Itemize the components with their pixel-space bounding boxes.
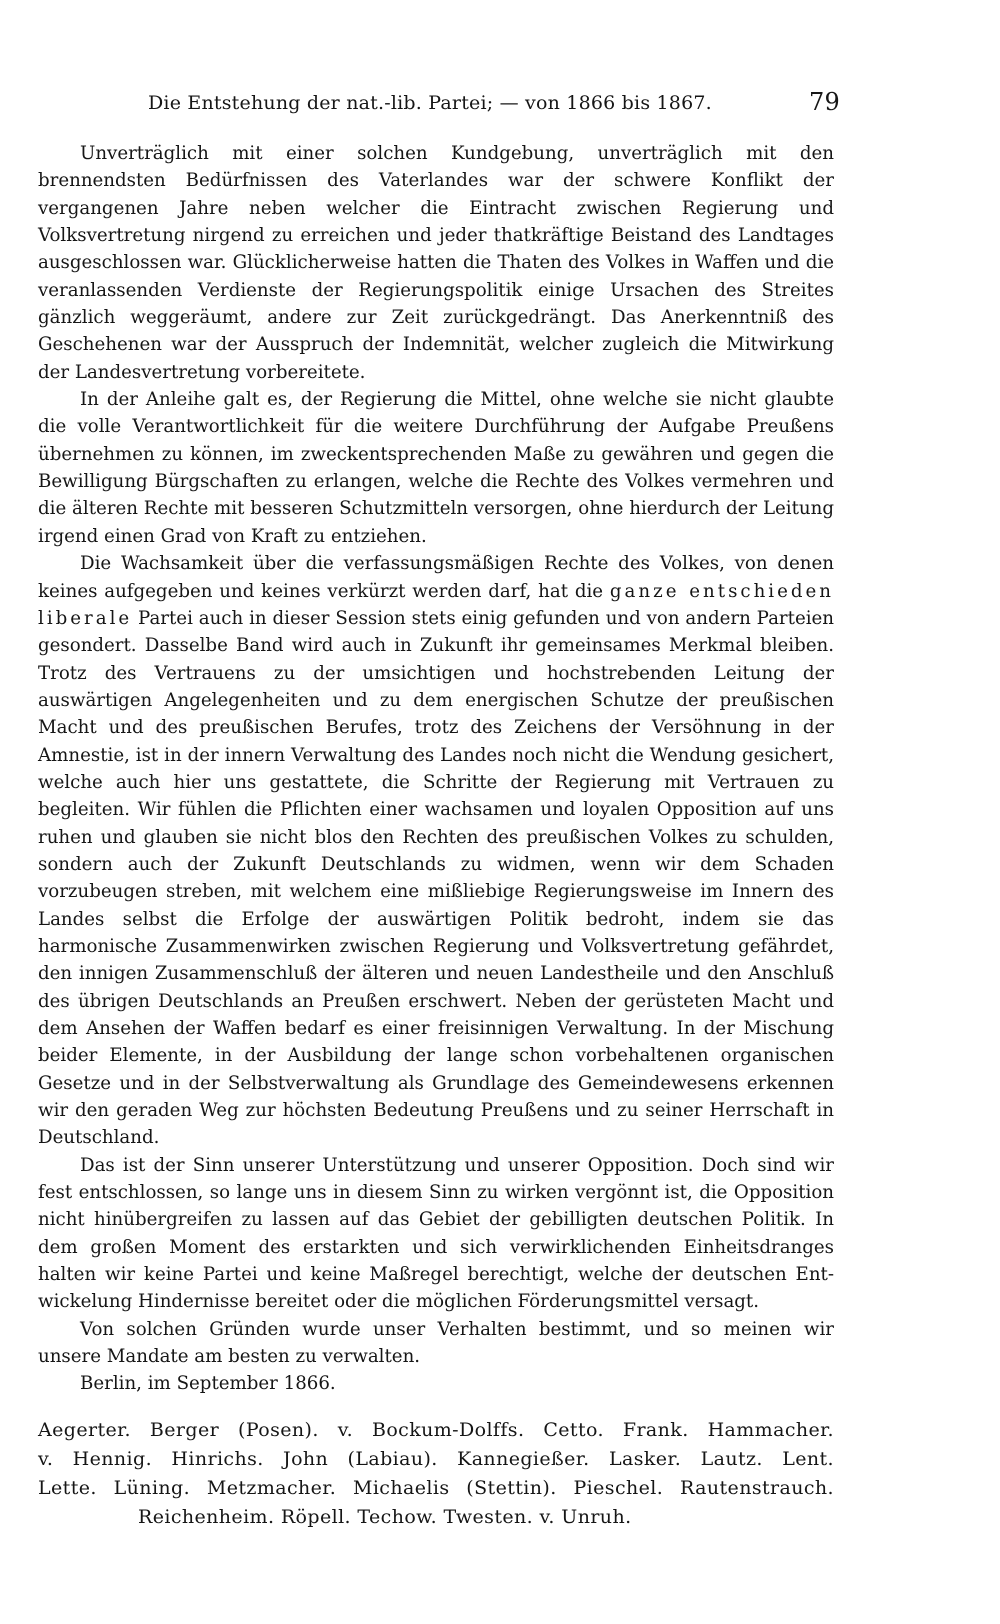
paragraph-2: In der Anleihe galt es, der Regierung die Mittel, ohne welche sie nicht glaubte die volle Verantwortlichkeit für die weitere Durchführung der Aufgabe Preußens übernehmen zu können, im zweckentsprechenden Maße zu gewähren und gegen die Bewilligung Bürgschaften zu erlangen, welche die Rechte des Volkes vermehren und die älteren Rechte mit besseren Schutzmitteln versorgen, ohne hierdurch der Leitung irgend einen Grad von Kraft zu entziehen. [38, 389, 834, 547]
signature-line-1: Aegerter. Berger (Posen). v. Bockum-Dolffs. Cetto. Frank. Hammacher. [38, 1418, 834, 1441]
signature-block [38, 1416, 834, 1532]
paragraph-4: Das ist der Sinn unserer Unterstützung und unserer Opposition. Doch sind wir fest entschlossen, so lange uns in diesem Sinn zu wirken vergönnt ist, die Opposition nicht hinübergreifen zu lassen auf das Gebiet der gebilligten deutschen Politik. In dem großen Moment des erstarkten und sich verwirklichenden Einheitsdranges halten wir keine Partei und keine Maßregel berechtigt, welche der deutschen Entwickelung Hindernisse bereitet oder die möglichen Förderungsmittel versagt. [38, 1154, 834, 1313]
paragraph-5: Von solchen Gründen wurde unser Verhalten bestimmt, und so meinen wir unsere Mandate am besten zu verwalten. [38, 1318, 834, 1368]
signature-line-3: Lette. Lüning. Metzmacher. Michaelis (Stettin). Pieschel. Rautenstrauch. [38, 1476, 834, 1499]
document-page [38, 88, 840, 1532]
paragraph-3-emphasis: ganze entschieden liberale [38, 580, 834, 629]
paragraph-3-part-a: Die Wachsamkeit über die verfassungsmäßigen Rechte des Volkes, von denen keines aufgegeben und keines verkürzt werden darf, hat die [38, 553, 834, 602]
paragraph-1: Unverträglich mit einer solchen Kundgebung, unverträglich mit den brennendsten Bedürfnissen des Vaterlandes war der schwere Konflikt der vergangenen Jahre neben welcher die Eintracht zwischen Regierung und Volksvertretung nirgend zu erreichen und jeder thatkräftige Beistand des Landtages ausgeschlossen war. Glücklicherweise hatten die Thaten des Volkes in Waffen und die veranlassenden Verdienste der Regierungspolitik einige Ursachen des Streites gänzlich weggeräumt, andere zur Zeit zurückgedrängt. Das Anerkenntniß des Geschehenen war der Ausspruch der Indemnität, welcher zugleich die Mitwirkung der Landesvertretung vorbereitete. [38, 143, 834, 383]
running-head: Die Entstehung der nat.-lib. Partei; — von 1866 bis 1867. [148, 92, 712, 114]
paragraph-3-part-b: Partei auch in dieser Session stets einig gefunden und von andern Parteien gesondert. Dasselbe Band wird auch in Zukunft ihr gemeinsames Merkmal bleiben. Trotz des Vertrauens zu der umsichtigen und hochstrebenden Leitung der auswärtigen Angelegenheiten und zu dem energischen Schutze der preußischen Macht und des preußischen Berufes, trotz des Zeichens der Versöhnung in der Amnestie, ist in der innern Verwaltung des Landes noch nicht die Wendung gesichert, welche auch hier uns gestattete, die Schritte der Regierung mit Vertrauen zu begleiten. Wir fühlen die Pflichten einer wachsamen und loyalen Opposition auf uns ruhen und glauben sie nicht blos den Rechten des preußischen Volkes zu schulden, sondern auch der Zukunft Deutschlands zu widmen, wenn wir dem Schaden vorzubeugen streben, mit welchem eine mißliebige Regierungsweise im Innern des Landes selbst die Erfolge der auswärtigen Politik bedroht, indem sie das harmonische Zusammenwirken zwischen Regierung und Volksvertretung gefährdet, den innigen Zusammenschluß der älteren und neuen Landestheile und den Anschluß des übrigen Deutschlands an Preußen erschwert. Neben der gerüsteten Macht und dem Ansehen der Waffen bedarf es einer freisinnigen Verwaltung. In der Mischung beider Elemente, in der Ausbildung der lange schon vorbehaltenen organischen Gesetze und in der Selbstverwaltung als Grundlage des Gemeindewesens erkennen wir den geraden Weg zur höchsten Bedeutung Preußens und zu seiner Herrschaft in Deutschland. [38, 607, 834, 1149]
paragraph-3 [38, 550, 834, 1152]
signature-line-4: Reichenheim. Röpell. Techow. Twesten. v. Unruh. [138, 1505, 632, 1528]
dateline: Berlin, im September 1866. [80, 1373, 336, 1395]
page-number: 79 [809, 88, 840, 116]
body-text [38, 140, 834, 1398]
page-header [38, 88, 840, 120]
signature-line-2: v. Hennig. Hinrichs. John (Labiau). Kannegießer. Lasker. Lautz. Lent. [38, 1447, 834, 1470]
